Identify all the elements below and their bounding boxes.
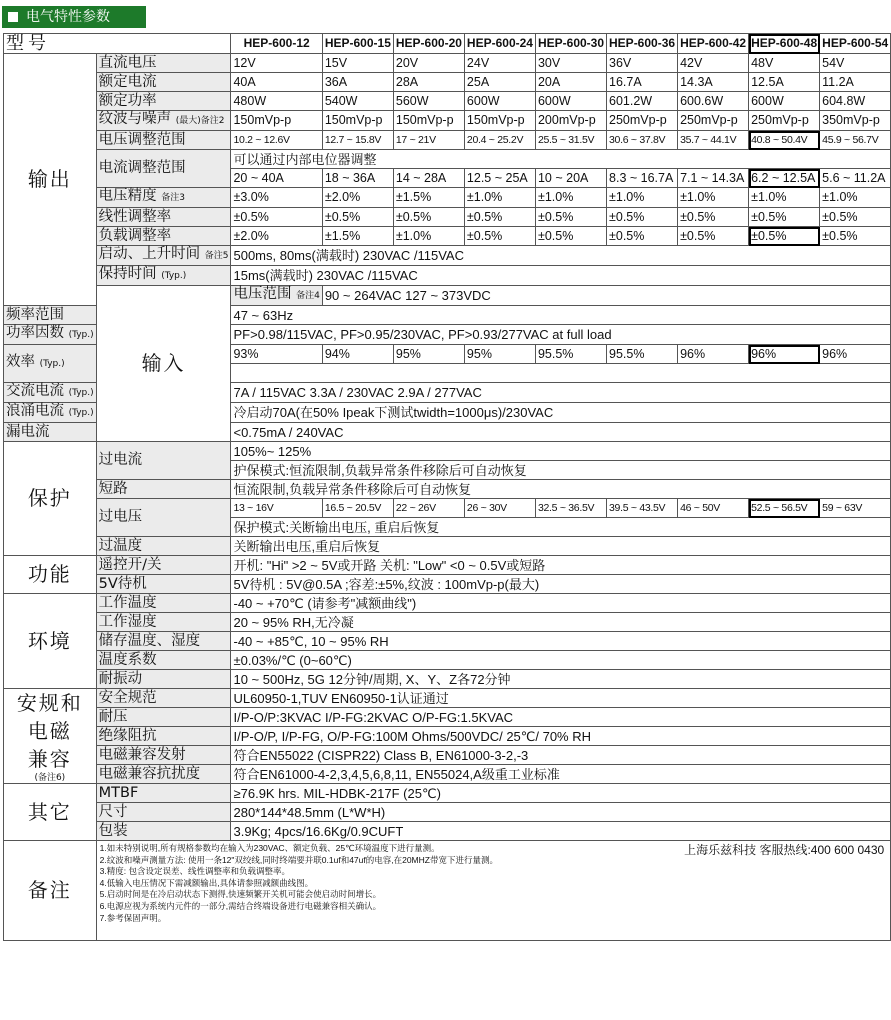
value-cell: 96% xyxy=(678,345,749,364)
category-note: (备注6) xyxy=(34,773,66,783)
value-cell: 14.3A xyxy=(678,73,749,92)
row-label-text: 电磁兼容抗扰度 xyxy=(98,765,201,782)
model-header: HEP-600-36 xyxy=(607,34,678,54)
section-title: 电气特性参数 xyxy=(26,9,110,25)
value-cell-wide: 冷启动70A(在50% Ipeak下测试twidth=1000μs)/230VAC xyxy=(231,403,891,423)
row-label xyxy=(96,670,231,689)
row-label xyxy=(96,727,231,746)
row-label-text: 保持时间 xyxy=(98,266,157,282)
table-row xyxy=(4,632,891,651)
value-cell: 250mVp-p xyxy=(607,111,678,131)
row-label xyxy=(96,784,231,803)
table-row xyxy=(4,73,891,92)
row-label-note: (Typ.) xyxy=(68,388,94,398)
row-label-text: 功率因数 xyxy=(6,325,64,341)
note-line: 6.电源应视为系统内元件的一部分,需结合终端设备进行电磁兼容相关确认。 xyxy=(99,900,382,911)
row-label-text: 电压调整范围 xyxy=(98,131,186,148)
row-label xyxy=(4,383,97,403)
value-cell: ±2.0% xyxy=(322,188,393,208)
row-label-note: (Typ.) xyxy=(161,271,187,281)
table-row xyxy=(4,556,891,575)
category-label: 备注 xyxy=(4,841,97,941)
note-line: 2.纹波和噪声测量方法: 使用一条12"双绞线,同时终端要并联0.1uf和47uf的电容,在20MHZ带宽下进行量测。 xyxy=(99,854,498,865)
value-cell-wide: 10 ~ 500Hz, 5G 12分钟/周期, X、Y、Z各72分钟 xyxy=(231,670,891,689)
table-row xyxy=(4,594,891,613)
value-cell: 16.7A xyxy=(607,73,678,92)
table-row xyxy=(4,499,891,518)
value-cell-wide: 20 ~ 95% RH,无冷凝 xyxy=(231,613,891,632)
row-label-text: 额定功率 xyxy=(98,92,157,109)
value-cell: 45.9 ~ 56.7V xyxy=(820,131,891,150)
value-cell: 250mVp-p xyxy=(749,111,820,131)
value-cell-wide: ≥76.9K hrs. MIL-HDBK-217F (25℃) xyxy=(231,784,891,803)
value-cell-wide: PF>0.98/115VAC, PF>0.95/230VAC, PF>0.93/277VAC at full load xyxy=(231,325,891,345)
row-label-text: MTBF xyxy=(98,784,139,801)
value-cell: 250mVp-p xyxy=(678,111,749,131)
value-cell-wide: -40 ~ +85℃, 10 ~ 95% RH xyxy=(231,632,891,651)
row-label xyxy=(96,266,231,286)
value-cell: 26 ~ 30V xyxy=(464,499,535,518)
value-cell: 95% xyxy=(393,345,464,364)
row-label-text: 效率 xyxy=(6,354,35,370)
value-cell: 10.2 ~ 12.6V xyxy=(231,131,322,150)
square-icon xyxy=(8,12,18,22)
row-label-text: 直流电压 xyxy=(98,54,157,71)
value-cell: 150mVp-p xyxy=(322,111,393,131)
row-label xyxy=(4,345,97,383)
value-cell: 93% xyxy=(231,345,322,364)
row-label xyxy=(96,131,231,150)
value-cell: 46 ~ 50V xyxy=(678,499,749,518)
table-row xyxy=(4,841,891,941)
value-cell: 24V xyxy=(464,54,535,73)
table-row xyxy=(4,670,891,689)
value-cell: ±0.5% xyxy=(322,208,393,227)
spec-table xyxy=(3,33,891,941)
value-cell: 150mVp-p xyxy=(393,111,464,131)
category-label-line: 电磁 xyxy=(27,719,72,743)
value-cell-wide: I/P-O/P, I/P-FG, O/P-FG:100M Ohms/500VDC/ 25℃/ 70% RH xyxy=(231,727,891,746)
table-row xyxy=(4,266,891,286)
row-label xyxy=(96,227,231,246)
value-cell: 22 ~ 26V xyxy=(393,499,464,518)
table-row xyxy=(4,784,891,803)
row-label xyxy=(4,423,97,442)
value-cell: ±0.5% xyxy=(464,227,535,246)
row-label-text: 浪涌电流 xyxy=(6,403,64,419)
category-label: 功能 xyxy=(4,556,97,594)
value-cell: 40A xyxy=(231,73,322,92)
row-label-text: 启动、上升时间 xyxy=(98,246,201,262)
row-label-text: 包装 xyxy=(98,822,128,839)
row-label xyxy=(96,556,231,575)
row-label-note: (最大)备注2 xyxy=(175,116,225,126)
value-cell: ±0.5% xyxy=(749,208,820,227)
value-cell: 150mVp-p xyxy=(464,111,535,131)
table-row xyxy=(4,34,891,54)
table-row xyxy=(4,746,891,765)
row-label xyxy=(96,689,231,708)
value-cell: 36A xyxy=(322,73,393,92)
table-row xyxy=(4,651,891,670)
value-cell: 96% xyxy=(749,345,820,364)
model-header: HEP-600-48 xyxy=(749,34,820,54)
row-label-text: 纹波与噪声 xyxy=(98,111,172,127)
value-cell: ±3.0% xyxy=(231,188,322,208)
table-row xyxy=(4,208,891,227)
value-cell: 11.2A xyxy=(820,73,891,92)
row-label xyxy=(96,575,231,594)
value-cell: 600.6W xyxy=(678,92,749,111)
value-cell: 95% xyxy=(464,345,535,364)
row-label-text: 电压精度 xyxy=(98,188,157,204)
value-cell: 600W xyxy=(535,92,606,111)
table-row xyxy=(4,480,891,499)
empty-cell xyxy=(231,364,891,383)
value-cell: 14 ~ 28A xyxy=(393,169,464,188)
table-row xyxy=(4,188,891,208)
value-cell-wide: 15ms(满载时) 230VAC /115VAC xyxy=(231,266,891,286)
table-row xyxy=(4,765,891,784)
hotline-text: 上海乐兹科技 客服热线:400 600 0430 xyxy=(684,843,885,857)
value-cell-wide: 47 ~ 63Hz xyxy=(231,306,891,325)
value-cell: 25.5 ~ 31.5V xyxy=(535,131,606,150)
value-cell: ±0.5% xyxy=(820,227,891,246)
row-label-text: 耐振动 xyxy=(98,670,143,687)
row-label-text: 耐压 xyxy=(98,708,128,725)
value-cell-wide: 90 ~ 264VAC 127 ~ 373VDC xyxy=(322,286,890,306)
row-label xyxy=(96,822,231,841)
value-cell-wide: 保护模式:关断输出电压, 重启后恢复 xyxy=(231,518,891,537)
value-cell-wide: 7A / 115VAC 3.3A / 230VAC 2.9A / 277VAC xyxy=(231,383,891,403)
value-cell: 480W xyxy=(231,92,322,111)
value-cell: 200mVp-p xyxy=(535,111,606,131)
table-row xyxy=(4,803,891,822)
value-cell: 15V xyxy=(322,54,393,73)
value-cell: ±1.0% xyxy=(607,188,678,208)
value-cell: ±0.5% xyxy=(464,208,535,227)
model-header: HEP-600-30 xyxy=(535,34,606,54)
value-cell-wide: 关断输出电压,重启后恢复 xyxy=(231,537,891,556)
table-row xyxy=(4,689,891,708)
value-cell: 35.7 ~ 44.1V xyxy=(678,131,749,150)
value-cell: ±1.0% xyxy=(678,188,749,208)
table-row xyxy=(4,246,891,266)
row-label-note: (Typ.) xyxy=(68,408,94,418)
table-row xyxy=(4,537,891,556)
value-cell-wide: 3.9Kg; 4pcs/16.6Kg/0.9CUFT xyxy=(231,822,891,841)
value-cell-wide: -40 ~ +70℃ (请参考"减额曲线") xyxy=(231,594,891,613)
value-cell: 96% xyxy=(820,345,891,364)
category-label: 输出 xyxy=(4,54,97,306)
value-cell: 600W xyxy=(749,92,820,111)
row-label-text: 温度系数 xyxy=(98,651,157,668)
row-label-text: 短路 xyxy=(98,480,128,497)
table-row xyxy=(4,286,891,306)
value-cell: 32.5 ~ 36.5V xyxy=(535,499,606,518)
model-label: 型号 xyxy=(4,34,231,54)
table-row xyxy=(4,727,891,746)
value-cell: 560W xyxy=(393,92,464,111)
value-cell: 540W xyxy=(322,92,393,111)
row-label-text: 尺寸 xyxy=(98,803,128,820)
row-label-text: 频率范围 xyxy=(6,306,64,323)
value-cell: 12V xyxy=(231,54,322,73)
category-label: 输入 xyxy=(96,286,231,442)
value-cell: ±1.5% xyxy=(322,227,393,246)
value-cell-wide: I/P-O/P:3KVAC I/P-FG:2KVAC O/P-FG:1.5KVAC xyxy=(231,708,891,727)
value-cell-wide: ±0.03%/℃ (0~60℃) xyxy=(231,651,891,670)
row-label-text: 电压范围 xyxy=(233,286,292,302)
value-cell: 25A xyxy=(464,73,535,92)
value-cell: ±0.5% xyxy=(607,227,678,246)
value-cell: ±0.5% xyxy=(393,208,464,227)
value-cell: 30.6 ~ 37.8V xyxy=(607,131,678,150)
value-cell-wide: 符合EN61000-4-2,3,4,5,6,8,11, EN55024,A级重工业标准 xyxy=(231,765,891,784)
value-cell: 54V xyxy=(820,54,891,73)
section-title-bar xyxy=(2,6,146,28)
row-label-text: 储存温度、湿度 xyxy=(98,632,201,649)
value-cell: 17 ~ 21V xyxy=(393,131,464,150)
value-cell: 16.5 ~ 20.5V xyxy=(322,499,393,518)
value-cell: 12.5A xyxy=(749,73,820,92)
model-header: HEP-600-54 xyxy=(820,34,891,54)
value-cell: 604.8W xyxy=(820,92,891,111)
value-cell: 59 ~ 63V xyxy=(820,499,891,518)
table-row xyxy=(4,613,891,632)
value-cell: ±0.5% xyxy=(820,208,891,227)
row-label xyxy=(96,442,231,480)
model-header: HEP-600-12 xyxy=(231,34,322,54)
value-cell: ±1.0% xyxy=(464,188,535,208)
row-label-text: 电流调整范围 xyxy=(98,160,186,176)
row-label xyxy=(96,765,231,784)
value-cell-wide: 护保模式:恒流限制,负载异常条件移除后可自动恢复 xyxy=(231,461,891,480)
row-label-text: 工作湿度 xyxy=(98,613,157,630)
value-cell: 95.5% xyxy=(607,345,678,364)
row-label xyxy=(4,306,97,325)
row-label xyxy=(96,150,231,188)
category-label-line: 安规和 xyxy=(16,691,83,715)
row-label-note: 备注4 xyxy=(296,291,320,301)
row-label-text: 5V待机 xyxy=(98,575,147,592)
row-label-text: 负载调整率 xyxy=(98,227,172,244)
row-label-text: 过温度 xyxy=(98,537,143,554)
row-label xyxy=(4,325,97,345)
model-header: HEP-600-24 xyxy=(464,34,535,54)
row-label-note: (Typ.) xyxy=(68,330,94,340)
value-cell: 7.1 ~ 14.3A xyxy=(678,169,749,188)
value-cell-wide: 500ms, 80ms(满载时) 230VAC /115VAC xyxy=(231,246,891,266)
model-header: HEP-600-15 xyxy=(322,34,393,54)
row-label xyxy=(96,613,231,632)
value-cell: 94% xyxy=(322,345,393,364)
row-label-text: 安全规范 xyxy=(98,689,157,706)
value-cell: 20 ~ 40A xyxy=(231,169,322,188)
row-label xyxy=(96,499,231,537)
table-row xyxy=(4,575,891,594)
value-cell: 13 ~ 16V xyxy=(231,499,322,518)
row-label xyxy=(96,73,231,92)
row-label xyxy=(96,208,231,227)
row-label xyxy=(96,246,231,266)
value-cell: ±1.0% xyxy=(749,188,820,208)
row-label-text: 线性调整率 xyxy=(98,208,172,225)
row-label xyxy=(96,746,231,765)
value-cell: 10 ~ 20A xyxy=(535,169,606,188)
value-cell-wide: 5V待机 : 5V@0.5A ;容差:±5%,纹波 : 100mVp-p(最大) xyxy=(231,575,891,594)
value-cell: 12.7 ~ 15.8V xyxy=(322,131,393,150)
row-label-text: 交流电流 xyxy=(6,383,64,399)
value-cell: 28A xyxy=(393,73,464,92)
row-label xyxy=(96,594,231,613)
value-cell-wide: 可以通过内部电位器调整 xyxy=(231,150,891,169)
row-label-text: 额定电流 xyxy=(98,73,157,90)
table-row xyxy=(4,131,891,150)
row-label-note: 备注5 xyxy=(204,251,229,261)
model-header: HEP-600-42 xyxy=(678,34,749,54)
table-row xyxy=(4,227,891,246)
table-row xyxy=(4,708,891,727)
category-label: 环境 xyxy=(4,594,97,689)
value-cell: 20A xyxy=(535,73,606,92)
row-label xyxy=(96,111,231,131)
value-cell: ±0.5% xyxy=(535,208,606,227)
value-cell: 600W xyxy=(464,92,535,111)
value-cell: ±0.5% xyxy=(678,208,749,227)
notes-cell xyxy=(96,841,891,941)
value-cell: 42V xyxy=(678,54,749,73)
value-cell: 36V xyxy=(607,54,678,73)
row-label xyxy=(96,92,231,111)
value-cell: ±0.5% xyxy=(607,208,678,227)
value-cell: ±0.5% xyxy=(231,208,322,227)
value-cell: 20.4 ~ 25.2V xyxy=(464,131,535,150)
value-cell: 601.2W xyxy=(607,92,678,111)
value-cell: 150mVp-p xyxy=(231,111,322,131)
value-cell-wide: 开机: "Hi" >2 ~ 5V或开路 关机: "Low" <0 ~ 0.5V或短路 xyxy=(231,556,891,575)
value-cell: 39.5 ~ 43.5V xyxy=(607,499,678,518)
value-cell: 30V xyxy=(535,54,606,73)
row-label xyxy=(96,537,231,556)
value-cell: 18 ~ 36A xyxy=(322,169,393,188)
row-label xyxy=(96,651,231,670)
value-cell-wide: 恒流限制,负载异常条件移除后可自动恢复 xyxy=(231,480,891,499)
row-label-text: 漏电流 xyxy=(6,423,50,440)
value-cell: ±2.0% xyxy=(231,227,322,246)
value-cell: 40.8 ~ 50.4V xyxy=(749,131,820,150)
row-label xyxy=(96,632,231,651)
value-cell: ±1.0% xyxy=(535,188,606,208)
row-label-text: 电磁兼容发射 xyxy=(98,746,186,763)
category-label-line: 兼容 xyxy=(27,747,72,771)
value-cell: ±0.5% xyxy=(749,227,820,246)
table-row xyxy=(4,822,891,841)
row-label-note: (Typ.) xyxy=(39,359,65,369)
row-label-text: 工作温度 xyxy=(98,594,157,611)
value-cell: 20V xyxy=(393,54,464,73)
row-label xyxy=(96,54,231,73)
note-line: 4.低输入电压情况下需减额输出,具体请参照减额曲线图。 xyxy=(99,877,314,888)
value-cell: 52.5 ~ 56.5V xyxy=(749,499,820,518)
value-cell: 12.5 ~ 25A xyxy=(464,169,535,188)
row-label xyxy=(4,403,97,423)
value-cell: 5.6 ~ 11.2A xyxy=(820,169,891,188)
value-cell: ±1.5% xyxy=(393,188,464,208)
row-label xyxy=(96,188,231,208)
category-label xyxy=(4,689,97,784)
value-cell: ±0.5% xyxy=(678,227,749,246)
row-label xyxy=(96,803,231,822)
value-cell: ±0.5% xyxy=(535,227,606,246)
value-cell: ±1.0% xyxy=(820,188,891,208)
category-label: 保护 xyxy=(4,442,97,556)
table-row xyxy=(4,54,891,73)
note-line: 1.如未特别说明,所有规格参数均在输入为230VAC、额定负载、25℃环境温度下进行量测。 xyxy=(99,843,440,853)
note-line: 7.参考保固声明。 xyxy=(99,912,167,923)
row-label xyxy=(96,708,231,727)
model-header: HEP-600-20 xyxy=(393,34,464,54)
row-label-text: 绝缘阻抗 xyxy=(98,727,157,744)
row-label-text: 过电流 xyxy=(98,452,143,468)
row-label-text: 遥控开/关 xyxy=(98,556,162,573)
value-cell: 8.3 ~ 16.7A xyxy=(607,169,678,188)
row-label-text: 过电压 xyxy=(98,509,143,525)
row-label-note: 备注3 xyxy=(161,193,185,203)
table-row xyxy=(4,150,891,169)
value-cell-wide: 105%~ 125% xyxy=(231,442,891,461)
note-line: 5.启动时间是在冷启动状态下测得,快速频繁开关机可能会使启动时间增长。 xyxy=(99,889,382,900)
value-cell: ±1.0% xyxy=(393,227,464,246)
value-cell-wide: <0.75mA / 240VAC xyxy=(231,423,891,442)
row-label xyxy=(96,480,231,499)
value-cell-wide: UL60950-1,TUV EN60950-1认证通过 xyxy=(231,689,891,708)
table-row xyxy=(4,442,891,461)
value-cell: 95.5% xyxy=(535,345,606,364)
value-cell-wide: 280*144*48.5mm (L*W*H) xyxy=(231,803,891,822)
value-cell: 6.2 ~ 12.5A xyxy=(749,169,820,188)
category-label: 其它 xyxy=(4,784,97,841)
value-cell: 350mVp-p xyxy=(820,111,891,131)
value-cell: 48V xyxy=(749,54,820,73)
table-row xyxy=(4,92,891,111)
table-row xyxy=(4,111,891,131)
value-cell-wide: 符合EN55022 (CISPR22) Class B, EN61000-3-2,-3 xyxy=(231,746,891,765)
row-label xyxy=(231,286,322,306)
note-line: 3.精度: 包含设定误差、线性调整率和负载调整率。 xyxy=(99,866,290,877)
